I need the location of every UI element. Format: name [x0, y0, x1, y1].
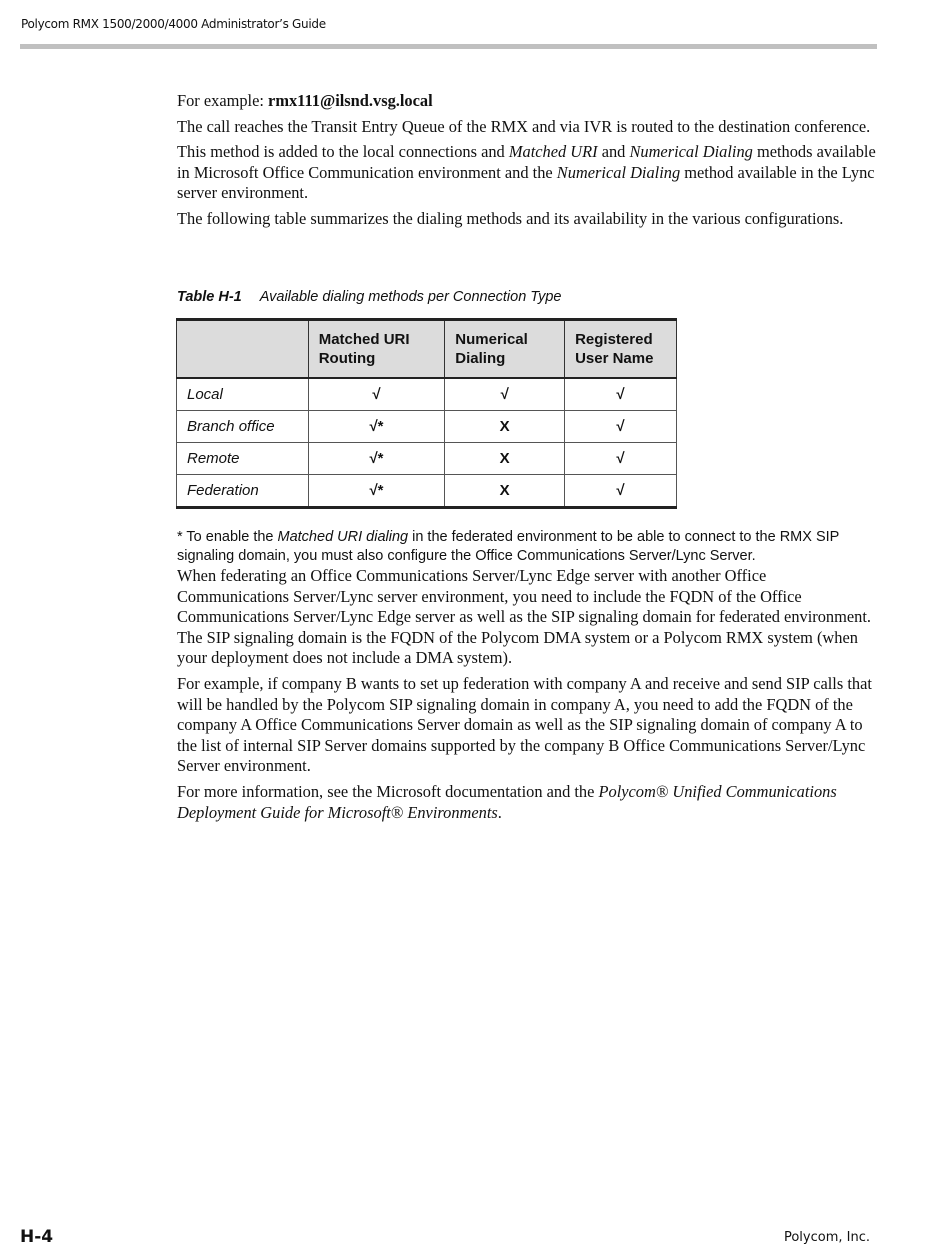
- table-row: [177, 378, 677, 411]
- text: in the federated environment to be able to connect to the RMX SIP signaling domain, you must also configure the Office Communications Server/Lync Server.: [177, 529, 840, 564]
- text: and: [597, 142, 630, 162]
- paragraph: The call reaches the Transit Entry Queue of the RMX and via IVR is routed to the destination conference.: [177, 116, 871, 136]
- table-row: [177, 443, 677, 475]
- row-label: Local: [177, 378, 309, 411]
- text: For more information, see the Microsoft documentation and the: [177, 781, 599, 801]
- table-caption: [177, 289, 561, 305]
- text: Numerical Dialing: [629, 142, 753, 162]
- row-label: Federation: [177, 475, 309, 508]
- reference-title: Polycom® Unified Communications Deployment Guide for Microsoft® Environments: [177, 781, 837, 822]
- cell: √: [308, 378, 445, 411]
- header-cell: Registered User Name: [565, 320, 677, 379]
- body-section: [177, 566, 877, 828]
- example-address: rmx111@ilsnd.vsg.local: [268, 91, 433, 110]
- row-label: Remote: [177, 443, 309, 475]
- running-header: Polycom RMX 1500/2000/4000 Administrator’s Guide: [21, 17, 326, 31]
- paragraph: The following table summarizes the dialing methods and its availability in the various configurations.: [177, 208, 844, 228]
- cell: √: [565, 411, 677, 443]
- dialing-methods-table: [176, 318, 677, 509]
- cell: √*: [308, 443, 445, 475]
- intro-section: [177, 91, 877, 235]
- text: This method is added to the local connections and: [177, 142, 509, 162]
- caption-label: Table H-1: [177, 289, 242, 305]
- cell: X: [445, 411, 565, 443]
- caption-text: Available dialing methods per Connection Type: [259, 289, 562, 305]
- paragraph: For example, if company B wants to set up federation with company A and receive and send SIP calls that will be handled by the Polycom SIP signaling domain in company A, you need to add the FQDN of the company A Office Communications Server domain as well as the SIP signaling domain of company A to the list of internal SIP Server domains supported by the company B Office Communications Server/Lync Server environment.: [177, 673, 872, 776]
- example-line: [177, 91, 877, 112]
- table-footnote: [177, 528, 877, 566]
- paragraph: [177, 142, 877, 204]
- cell: √: [445, 378, 565, 411]
- paragraph: When federating an Office Communications Server/Lync Edge server with another Office Communications Server/Lync server environment, you need to include the FQDN of the Office Communications Server/Lync Edge server as well as the SIP signaling domain for federated environment. The SIP signaling domain is the FQDN of the Polycom DMA system or a Polycom RMX system (when your deployment does not include a DMA system).: [177, 566, 871, 668]
- text: Matched URI: [508, 142, 598, 162]
- text: Matched URI dialing: [277, 529, 409, 545]
- header-rule: [20, 44, 877, 49]
- text: Numerical Dialing: [556, 162, 681, 182]
- text: .: [497, 802, 502, 822]
- cell: √: [565, 443, 677, 475]
- table-header-row: [177, 320, 677, 379]
- paragraph: [177, 782, 877, 823]
- footer-company: Polycom, Inc.: [783, 1230, 870, 1245]
- row-label: Branch office: [177, 411, 309, 443]
- cell: √*: [308, 475, 445, 508]
- cell: X: [445, 443, 565, 475]
- header-cell: Numerical Dialing: [445, 320, 565, 379]
- cell: X: [445, 475, 565, 508]
- header-cell: [177, 320, 309, 379]
- text: methods available in Microsoft Office Communication environment and the: [177, 142, 876, 182]
- text: * To enable the: [177, 529, 278, 545]
- example-prefix: For example:: [177, 91, 269, 110]
- page-number: H-4: [20, 1227, 54, 1247]
- table-row: [177, 411, 677, 443]
- cell: √: [565, 378, 677, 411]
- header-cell: Matched URI Routing: [308, 320, 445, 379]
- cell: √: [565, 475, 677, 508]
- table-row: [177, 475, 677, 508]
- cell: √*: [308, 411, 445, 443]
- text: method available in the Lync server environment.: [177, 162, 875, 203]
